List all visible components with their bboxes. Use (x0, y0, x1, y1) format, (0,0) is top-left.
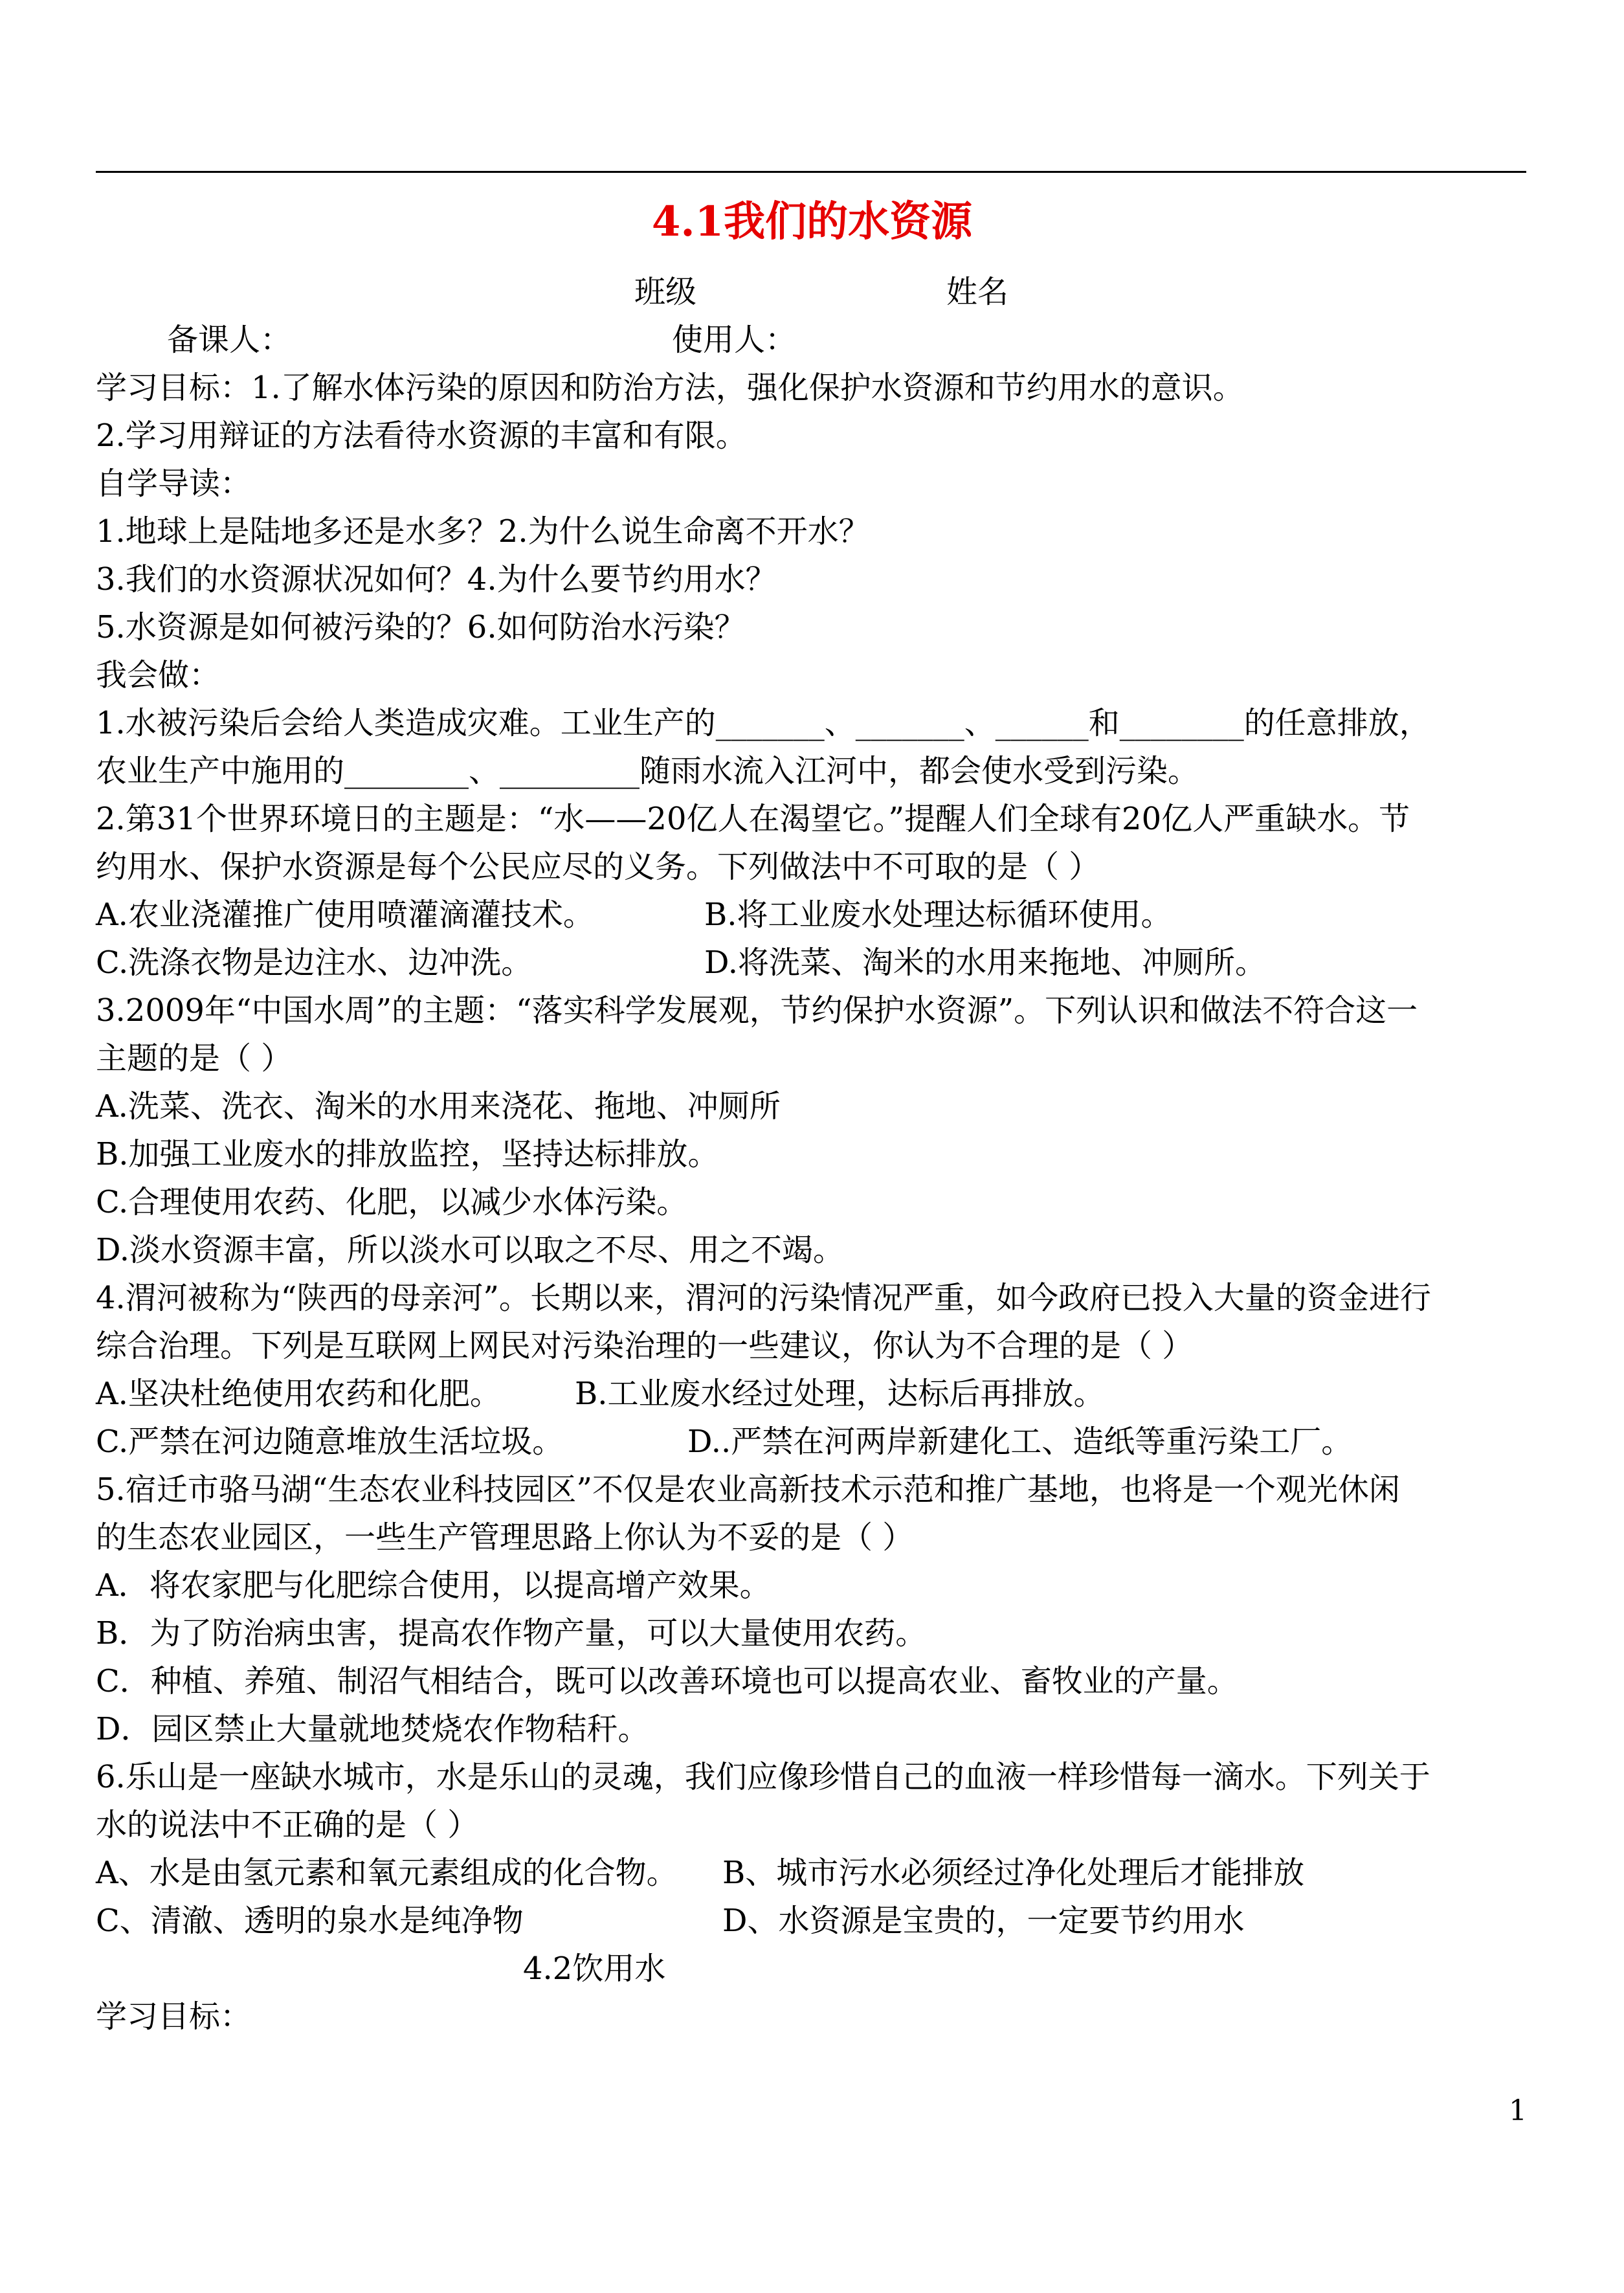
question-6-option-d: D、水资源是宝贵的，一定要节约用水 (722, 1903, 1245, 1939)
page-number: 1 (1509, 2094, 1527, 2127)
question-5-text: 的生态农业园区，一些生产管理思路上你认为不妥的是（ ） (96, 1519, 914, 1556)
question-3-text: 主题的是（ ） (96, 1040, 293, 1077)
question-5-option-b: B．为了防治病虫害，提高农作物产量，可以大量使用农药。 (96, 1615, 927, 1651)
learning-goal-line: 学习目标：1.了解水体污染的原因和防治方法，强化保护水资源和节约用水的意识。 (96, 370, 1244, 406)
question-2-option-a: A.农业浇灌推广使用喷灌滴灌技术。 (96, 897, 594, 933)
question-4-text: 4.渭河被称为“陕西的母亲河”。长期以来，渭河的污染情况严重，如今政府已投入大量的资金进行 (96, 1280, 1431, 1316)
preparer-label: 备课人： (167, 322, 292, 358)
question-4-text: 综合治理。下列是互联网上网民对污染治理的一些建议，你认为不合理的是（ ） (96, 1328, 1194, 1364)
question-5-text: 5.宿迁市骆马湖“生态农业科技园区”不仅是农业高新技术示范和推广基地，也将是一个观光休闲 (96, 1471, 1400, 1508)
question-4-option-b: B.工业废水经过处理，达标后再排放。 (575, 1376, 1105, 1412)
self-study-question: 3.我们的水资源状况如何？4.为什么要节约用水？ (96, 561, 777, 598)
question-2-option-d: D.将洗菜、淘米的水用来拖地、冲厕所。 (704, 945, 1267, 981)
question-5-option-c: C．种植、养殖、制沼气相结合，既可以改善环境也可以提高农业、畜牧业的产量。 (96, 1663, 1238, 1699)
self-study-question: 5.水资源是如何被污染的？6.如何防治水污染？ (96, 609, 746, 645)
question-3-option-a: A.洗菜、洗衣、淘米的水用来浇花、拖地、冲厕所 (96, 1088, 781, 1124)
question-4-option-c: C.严禁在河边随意堆放生活垃圾。 (96, 1424, 564, 1460)
question-2-text: 约用水、保护水资源是每个公民应尽的义务。下列做法中不可取的是（ ） (96, 849, 1100, 885)
question-3-option-b: B.加强工业废水的排放监控，坚持达标排放。 (96, 1136, 719, 1172)
question-5-option-d: D．园区禁止大量就地焚烧农作物秸秆。 (96, 1711, 649, 1747)
question-1-text: 农业生产中施用的________、_________随雨水流入江河中，都会使水受到污染。 (96, 753, 1199, 789)
question-2-option-c: C.洗涤衣物是边注水、边冲洗。 (96, 945, 533, 981)
question-6-option-a: A、水是由氢元素和氧元素组成的化合物。 (96, 1855, 678, 1891)
question-5-option-a: A．将农家肥与化肥综合使用，以提高增产效果。 (96, 1567, 771, 1604)
question-4-option-a: A.坚决杜绝使用农药和化肥。 (96, 1376, 501, 1412)
page-title: 4.1我们的水资源 (651, 197, 973, 246)
section-2-learning-goal: 学习目标： (96, 1998, 252, 2035)
question-3-option-c: C.合理使用农药、化肥，以减少水体污染。 (96, 1184, 688, 1220)
question-6-option-c: C、清澈、透明的泉水是纯净物 (96, 1903, 524, 1939)
self-study-heading: 自学导读： (96, 465, 252, 502)
class-label: 班级 (634, 274, 697, 310)
question-6-option-b: B、城市污水必须经过净化处理后才能排放 (722, 1855, 1305, 1891)
learning-goal-line: 2.学习用辩证的方法看待水资源的丰富和有限。 (96, 418, 747, 454)
self-study-question: 1.地球上是陆地多还是水多？2.为什么说生命离不开水？ (96, 513, 870, 550)
name-label: 姓名 (946, 274, 1009, 310)
question-4-option-d: D..严禁在河两岸新建化工、造纸等重污染工厂。 (687, 1424, 1353, 1460)
practice-heading: 我会做： (96, 657, 221, 693)
question-6-text: 6.乐山是一座缺水城市，水是乐山的灵魂，我们应像珍惜自己的血液一样珍惜每一滴水。下列关于 (96, 1759, 1430, 1795)
header-rule (96, 171, 1526, 173)
question-3-option-d: D.淡水资源丰富，所以淡水可以取之不尽、用之不竭。 (96, 1232, 845, 1268)
question-1-text: 1.水被污染后会给人类造成灾难。工业生产的_______、_______、______和________的任意排放， (96, 705, 1430, 741)
user-label: 使用人： (672, 322, 797, 358)
section-2-title: 4.2饮用水 (523, 1951, 666, 1987)
question-2-option-b: B.将工业废水处理达标循环使用。 (704, 897, 1172, 933)
question-2-text: 2.第31个世界环境日的主题是：“水——20亿人在渴望它。”提醒人们全球有20亿人严重缺水。节 (96, 801, 1410, 837)
question-3-text: 3.2009年“中国水周”的主题：“落实科学发展观，节约保护水资源”。下列认识和做法不符合这一 (96, 992, 1418, 1029)
question-6-text: 水的说法中不正确的是（ ） (96, 1807, 479, 1843)
